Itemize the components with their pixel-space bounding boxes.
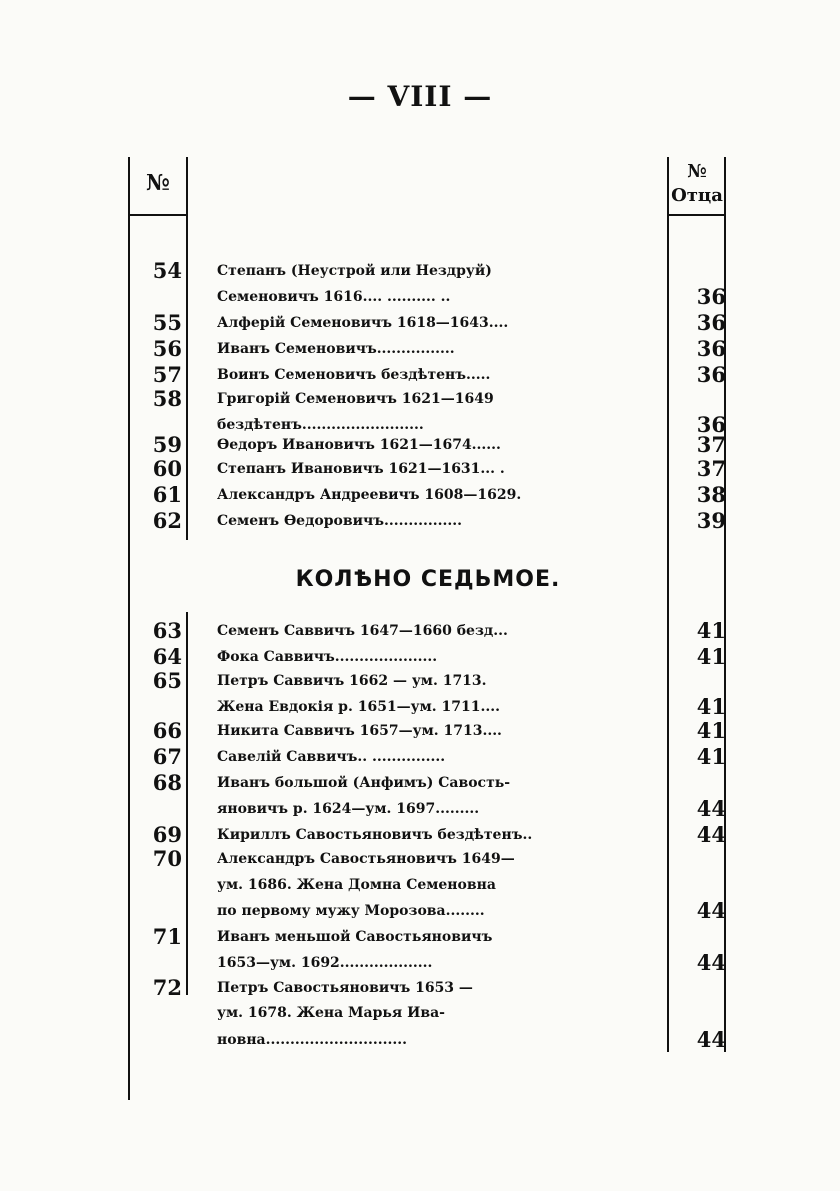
table-row xyxy=(130,770,726,796)
entry-text: Петръ Саввичъ 1662 — ум. 1713. xyxy=(217,673,487,689)
entry-text: Жена Евдокія р. 1651—ум. 1711.... xyxy=(217,699,501,715)
father-number: 37 xyxy=(696,456,726,481)
entry-text: Григорій Семеновичъ 1621—1649 xyxy=(217,391,494,407)
table-row xyxy=(130,1000,726,1026)
table-row xyxy=(130,482,726,508)
entry-text: новна............................. xyxy=(217,1032,407,1048)
table-row xyxy=(130,668,726,694)
father-number: 36 xyxy=(696,310,726,335)
entry-text: ум. 1686. Жена Домна Семеновна xyxy=(217,877,496,893)
entry-number: 59 xyxy=(152,432,182,457)
header-underline-number xyxy=(130,214,186,216)
father-number: 41 xyxy=(696,718,726,743)
entry-text: Александръ Савостьяновичъ 1649— xyxy=(217,851,515,867)
table-row xyxy=(130,694,726,720)
table-row xyxy=(130,924,726,950)
entry-number: 55 xyxy=(152,310,182,335)
table-row xyxy=(130,336,726,362)
father-number: 44 xyxy=(696,822,726,847)
father-number: 38 xyxy=(696,482,726,507)
column-header-number: № xyxy=(146,170,170,196)
entry-text: Петръ Савостьяновичъ 1653 — xyxy=(217,980,473,996)
entry-text: Иванъ большой (Анфимъ) Савость- xyxy=(217,775,511,791)
entry-text: Иванъ меньшой Савостьяновичъ xyxy=(217,929,493,945)
entry-text: Кириллъ Савостьяновичъ бездѣтенъ.. xyxy=(217,827,533,843)
father-number: 44 xyxy=(696,950,726,975)
father-number: 36 xyxy=(696,412,726,437)
table-row xyxy=(130,284,726,310)
father-label: Отца xyxy=(671,185,723,206)
table-row xyxy=(130,508,726,534)
entry-number: 70 xyxy=(152,846,182,871)
entry-text: Воинъ Семеновичъ бездѣтенъ..... xyxy=(217,367,491,383)
entry-number: 67 xyxy=(152,744,182,769)
father-number: 39 xyxy=(696,508,726,533)
entry-number: 65 xyxy=(152,668,182,693)
table-row xyxy=(130,1027,726,1053)
entry-text: по первому мужу Морозова........ xyxy=(217,903,485,919)
column-header-father xyxy=(668,160,726,208)
entry-number: 68 xyxy=(152,770,182,795)
entry-text: Савелій Саввичъ.. ............... xyxy=(217,749,446,765)
entry-number: 54 xyxy=(152,258,182,283)
father-number-sign: № xyxy=(687,161,707,182)
table-row xyxy=(130,456,726,482)
table-row xyxy=(130,362,726,388)
father-number: 37 xyxy=(696,432,726,457)
entry-text: ум. 1678. Жена Марья Ива- xyxy=(217,1005,445,1021)
entry-number: 58 xyxy=(152,386,182,411)
section-title: КОЛѢНО СЕДЬМОЕ. xyxy=(295,567,561,592)
father-number: 41 xyxy=(696,618,726,643)
table-row xyxy=(130,822,726,848)
entry-text: Иванъ Семеновичъ................ xyxy=(217,341,455,357)
father-number: 41 xyxy=(696,744,726,769)
entry-text: Ѳедоръ Ивановичъ 1621—1674...... xyxy=(217,437,501,453)
entry-number: 72 xyxy=(152,975,182,1000)
table-row xyxy=(130,718,726,744)
entry-text: 1653—ум. 1692................... xyxy=(217,955,433,971)
table-row xyxy=(130,432,726,458)
entry-text: Степанъ (Неустрой или Нездруй) xyxy=(217,263,492,279)
entry-text: бездѣтенъ......................... xyxy=(217,417,424,433)
entry-text: Фока Саввичъ..................... xyxy=(217,649,438,665)
page-number: — VIII — xyxy=(347,80,493,113)
father-number: 44 xyxy=(696,796,726,821)
father-number: 41 xyxy=(696,644,726,669)
entry-text: Семенъ Ѳедоровичъ................ xyxy=(217,513,462,529)
entry-number: 60 xyxy=(152,456,182,481)
entry-text: яновичъ р. 1624—ум. 1697......... xyxy=(217,801,480,817)
father-number: 44 xyxy=(696,898,726,923)
entry-text: Семеновичъ 1616.... .......... .. xyxy=(217,289,451,305)
entry-number: 64 xyxy=(152,644,182,669)
table-row xyxy=(130,644,726,670)
table-row xyxy=(130,975,726,1001)
header-underline-father xyxy=(669,214,724,216)
entry-number: 61 xyxy=(152,482,182,507)
table-row xyxy=(130,796,726,822)
entry-text: Семенъ Саввичъ 1647—1660 безд... xyxy=(217,623,508,639)
entry-text: Алферій Семеновичъ 1618—1643.... xyxy=(217,315,509,331)
father-number: 36 xyxy=(696,284,726,309)
table-row xyxy=(130,950,726,976)
father-number: 36 xyxy=(696,362,726,387)
entry-text: Степанъ Ивановичъ 1621—1631... . xyxy=(217,461,505,477)
father-number: 41 xyxy=(696,694,726,719)
entry-number: 66 xyxy=(152,718,182,743)
father-number: 44 xyxy=(696,1027,726,1052)
table-row xyxy=(130,872,726,898)
table-row xyxy=(130,744,726,770)
entry-number: 71 xyxy=(152,924,182,949)
entry-number: 56 xyxy=(152,336,182,361)
entry-number: 57 xyxy=(152,362,182,387)
entry-text: Никита Саввичъ 1657—ум. 1713.... xyxy=(217,723,502,739)
table-row xyxy=(130,898,726,924)
father-number: 36 xyxy=(696,336,726,361)
entry-text: Александръ Андреевичъ 1608—1629. xyxy=(217,487,522,503)
table-row xyxy=(130,386,726,412)
entry-number: 69 xyxy=(152,822,182,847)
entry-number: 62 xyxy=(152,508,182,533)
table-row xyxy=(130,310,726,336)
table-row xyxy=(130,618,726,644)
entry-number: 63 xyxy=(152,618,182,643)
table-row xyxy=(130,258,726,284)
table-row xyxy=(130,846,726,872)
